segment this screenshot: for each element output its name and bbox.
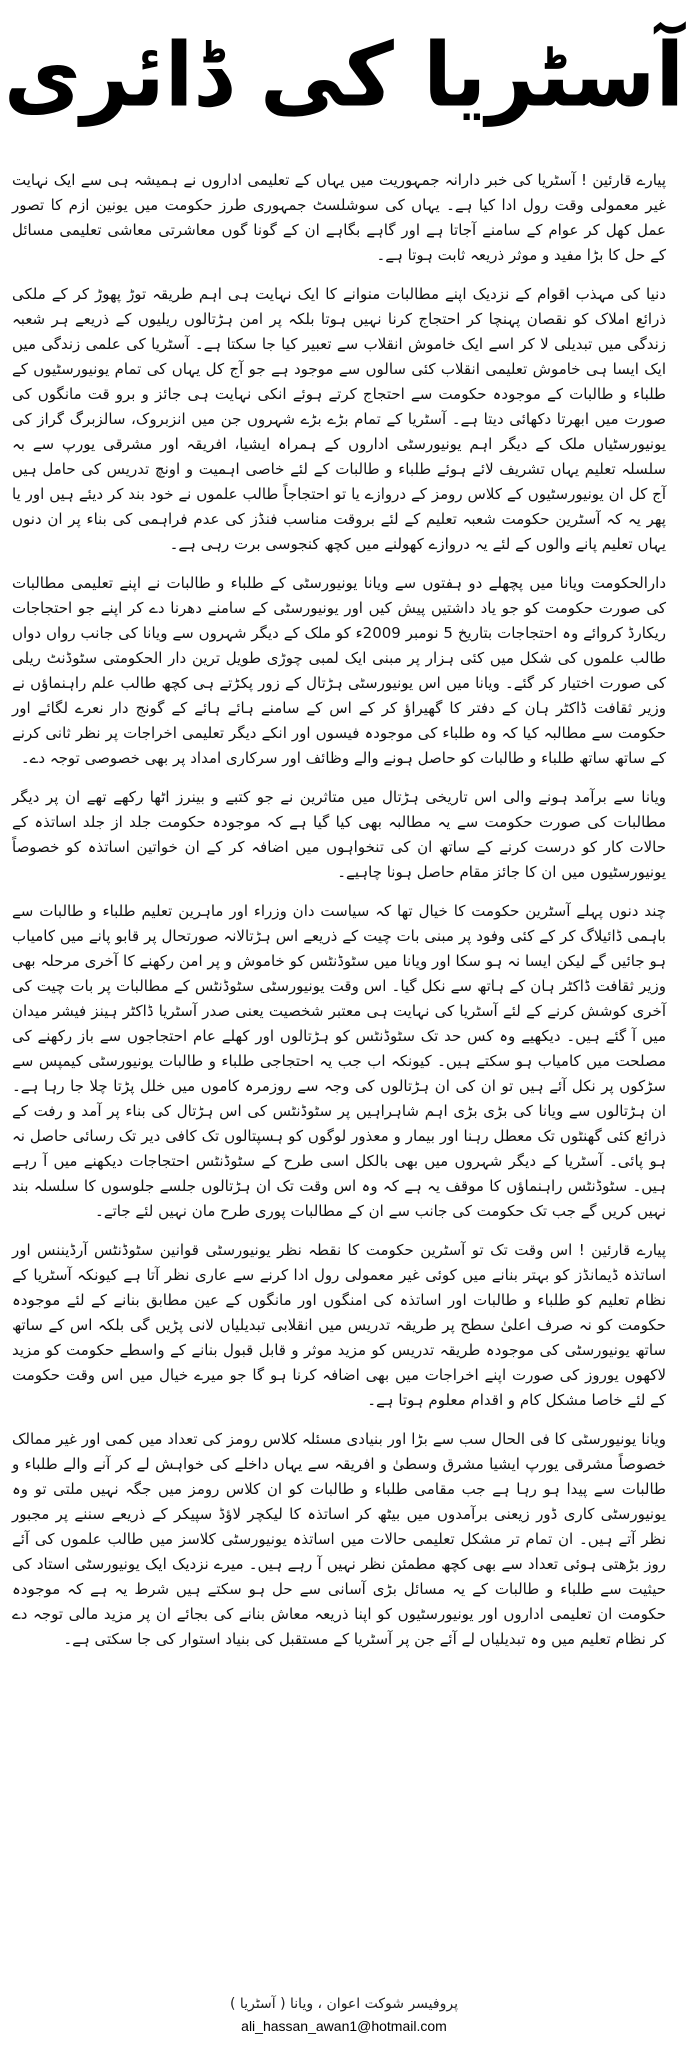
author-byline: پروفیسر شوکت اعوان ، ویانا ( آسٹریا ) bbox=[230, 1996, 458, 2012]
paragraph: ویانا سے برآمد ہونے والی اس تاریخی ہڑتال میں متاثرین نے جو کتبے و بینرز اٹھا رکھے تھے ان پر دیگر مطالبات کی صورت حکومت سے یہ مطالبہ بھی کیا گیا ہے کہ موجودہ حکومت جلد از جلد اساتذہ کے حالات کار کو درست کرنے کے ساتھ ان کی تنخواہوں میں اضافہ کر کے ان خواتین اساتذہ کو خصوصاً یونیورسٹیوں میں ان کا جائز مقام حاصل ہونا چاہیے۔ bbox=[12, 788, 666, 881]
paragraph: پیارے قارئین ! اس وقت تک تو آسٹرین حکومت کا نقطہ نظر یونیورسٹی قوانین سٹوڈنٹس آرڈیننس اور اساتذہ ڈیمانڈز کو بہتر بنانے میں کوئی غیر معمولی رول ادا کرنے سے عاری نظر آتا ہے کیونکہ آسٹریا کے نظام تعلیم کو طلباء و طالبات اور اساتذہ کی امنگوں اور مانگوں کے عین مطابق بنانے کے لئے موجودہ حکومت کو نہ صرف اعلیٰ سطح پر طریقہ تدریس میں انقلابی تبدیلیاں لانی پڑیں گی بلکہ اس کے ساتھ ساتھ یونیورسٹی کی موجودہ طریقہ تدریس کو مزید موثر و قابل قبول بنانے کے واسطے حکومت کو مزید لاکھوں یوروز کی صورت اپنے اخراجات میں بھی اضافہ کرنا ہو گا جو میرے خیال میں اس وقت حکومت کے لئے خاصا مشکل کام و اقدام معلوم ہوتا ہے۔ bbox=[12, 1241, 666, 1409]
column-title: آسٹریا کی ڈائری bbox=[3, 23, 685, 127]
signature-block bbox=[0, 1994, 688, 2036]
paragraph: ویانا یونیورسٹی کا فی الحال سب سے بڑا اور بنیادی مسئلہ کلاس رومز کی تعداد میں کمی اور غیر ممالک خصوصاً مشرقی یورپ ایشیا مشرق وسطیٰ و افریقہ سے یہاں داخلے کی خواہش لے کر آنے والے طلباء و طالبات سے پیدا ہو رہا ہے جب مقامی طلباء و طالبات کو ان کلاس رومز میں جگہ نہیں ملتی تو وہ یونیورسٹی کاری ڈور زیعنی برآمدوں میں بیٹھ کر اساتذہ کا لیکچر لاؤڈ سپیکر کے ذریعے سننے پر مجبور نظر آتے ہیں۔ ان تمام تر مشکل تعلیمی حالات میں اساتذہ یونیورسٹی کلاسز میں طالب علموں کی آئے روز بڑھتی ہوئی تعداد سے بھی کچھ مطمئن نظر نہیں آ رہے ہیں۔ میرے نزدیک ایک یونیورسٹی استاد کی حیثیت سے طلباء و طالبات کے یہ مسائل بڑی آسانی سے حل ہو سکتے ہیں شرط یہ ہے کہ موجودہ حکومت ان تعلیمی اداروں اور یونیورسٹیوں کو اپنا ذریعہ معاش بنانے کی بجائے ان پر مزید مالی توجہ دے کر نظام تعلیم میں وہ تبدیلیاں لے آئے جن پر آسٹریا کے مستقبل کی بنیاد استوار کی جا سکتی ہے۔ bbox=[12, 1430, 666, 1648]
paragraph: چند دنوں پہلے آسٹرین حکومت کا خیال تھا کہ سیاست دان وزراء اور ماہرین تعلیم طلباء و طالبات سے باہمی ڈائیلاگ کر کے کئی وفود پر مبنی بات چیت کے ذریعے اس ہڑتالانہ صورتحال پر قابو پانے میں کامیاب ہو جائیں گے لیکن ایسا نہ ہو سکا اور ویانا میں سٹوڈنٹس کو خاموش و پر امن رکھنے کا آخری مرحلہ بھی وزیر ثقافت ڈاکٹر ہان کے ہاتھ سے نکل گیا۔ اس وقت یونیورسٹی سٹوڈنٹس کے مطالبات پر بات چیت کی آخری کوشش کرنے کے لئے آسٹریا کی نہایت ہی معتبر شخصیت یعنی صدر آسٹریا ڈاکٹر ہینز فیشر میدان میں آ گئے ہیں۔ دیکھیے وہ کس حد تک سٹوڈنٹس کو ہڑتالوں اور کھلے عام احتجاجوں سے باز رکھنے کی مصلحت میں کامیاب ہو سکتے ہیں۔ کیونکہ اب جب یہ احتجاجی طلباء و طالبات یونیورسٹی کیمپس سے سڑکوں پر نکل آئے ہیں تو ان کی ان ہڑتالوں کی وجہ سے روزمرہ کاموں میں خلل پڑتا چلا جا رہا ہے۔ ان ہڑتالوں سے ویانا کی بڑی بڑی اہم شاہراہیں پر سٹوڈنٹس کی اس ہڑتال کی بناء پر آمد و رفت کے ذرائع کئی گھنٹوں تک معطل رہنا اور بیمار و معذور لوگوں کو ہسپتالوں تک کافی دیر تک رسائی حاصل نہ ہو پائی۔ آسٹریا کے دیگر شہروں میں بھی بالکل اسی طرح کے سٹوڈنٹس احتجاجات دیکھنے میں آ رہے ہیں۔ سٹوڈنٹس راہنماؤں کا موقف یہ ہے کہ وہ اس وقت تک ان ہڑتالوں جلسے جلوسوں کا سلسلہ بند نہیں کریں گے جب تک حکومت کی جانب سے ان کے مطالبات پوری طرح مان نہیں لئے جاتے۔ bbox=[12, 902, 666, 1220]
paragraph: پیارے قارئین ! آسٹریا کی خبر دارانہ جمہوریت میں یہاں کے تعلیمی اداروں نے ہمیشہ ہی سے ایک نہایت غیر معمولی وقت رول ادا کیا ہے۔ یہاں کی سوشلسٹ جمہوری طرز حکومت میں یونین ازم کا تصور عمل کھل کر عوام کے سامنے آجاتا ہے اور گاہے بگاہے ان کے گونا گوں معاشرتی معاشی تعلیمی مسائل کے حل کا بڑا مفید و موثر ذریعہ ثابت ہوتا ہے۔ bbox=[12, 171, 666, 264]
paragraph: دارالحکومت ویانا میں پچھلے دو ہفتوں سے ویانا یونیورسٹی کے طلباء و طالبات نے اپنے تعلیمی مطالبات کی صورت حکومت کو جو یاد داشتیں پیش کیں اور یونیورسٹی کے سامنے دھرنا دے کر اپنے جو احتجاجات ریکارڈ کروائے وہ احتجاجات بتاریخ 5 نومبر 2009ء کو ملک کے دیگر شہروں سے ویانا کی جانب رواں دواں طالب علموں کی شکل میں کئی ہزار پر مبنی ایک لمبی چوڑی طویل ترین دار الحکومتی سٹوڈنٹ ریلی کی صورت اختیار کر گئے۔ ویانا میں اس یونیورسٹی ہڑتال کے زور پکڑتے ہی کچھ طالب علم راہنماؤں نے وزیر ثقافت ڈاکٹر ہان کے دفتر کا گھیراؤ کر کے اس کے سامنے ہائے ہائے کے گونج دار نعرے لگائے اور حکومت سے مطالبہ کیا کہ وہ طلباء کی موجودہ فیسوں اور انکے دیگر تعلیمی اخراجات پر نظر ثانی کرنے کے ساتھ ساتھ طلباء و طالبات کو حاصل ہونے والے وظائف اور سرکاری امداد پر بھی خصوصی توجہ دے۔ bbox=[12, 574, 666, 767]
article-body bbox=[12, 168, 666, 1666]
paragraph: دنیا کی مہذب اقوام کے نزدیک اپنے مطالبات منوانے کا ایک نہایت ہی اہم طریقہ توڑ پھوڑ کر کے ملکی ذرائع املاک کو نقصان پہنچا کر احتجاج کرنا نہیں ہوتا بلکہ پر امن ہڑتالوں ریلیوں کے ذریعے ہر شعبہ زندگی میں تبدیلی لا کر اسے ایک خاموش انقلاب سے تعبیر کیا جا سکتا ہے۔ آسٹریا کی علمی زندگی میں ایک ایسا ہی خاموش تعلیمی انقلاب کئی سالوں سے موجود ہے جو آج کل یہاں کی تمام یونیورسٹیوں کے طلباء و طالبات کے موجودہ حکومت سے احتجاج کرتے ہوئے انکی نہایت ہی جائز و برو قت مانگوں کی صورت میں ابھرتا دکھائی دیتا ہے۔ آسٹریا کے تمام بڑے بڑے شہروں جن میں انزبروک، سالزبرگ گراز کی یونیورسٹیاں ملک کے دیگر اہم یونیورسٹی اداروں کے ہمراہ ایشیا، افریقہ اور مشرقی یورپ سے بہ سلسلہ تعلیم یہاں تشریف لائے ہوئے طلباء و طالبات کے لئے خاصی اہمیت و اونچ تدریس کی حامل ہیں آج کل ان یونیورسٹیوں کے کلاس رومز کے دروازے یا تو احتجاجاً طالب علموں نے خود بند کر دیئے ہیں اور یا پھر یہ کہ آسٹرین حکومت شعبہ تعلیم کے لئے بروقت مناسب فنڈز کی عدم فراہمی کی بناء پر ان دنوں یہاں تعلیم پانے والوں کے لئے یہ دروازے کھولنے میں کچھ کنجوسی برت رہی ہے۔ bbox=[12, 285, 666, 553]
masthead bbox=[0, 0, 688, 150]
author-email: ali_hassan_awan1@hotmail.com bbox=[241, 2018, 447, 2034]
